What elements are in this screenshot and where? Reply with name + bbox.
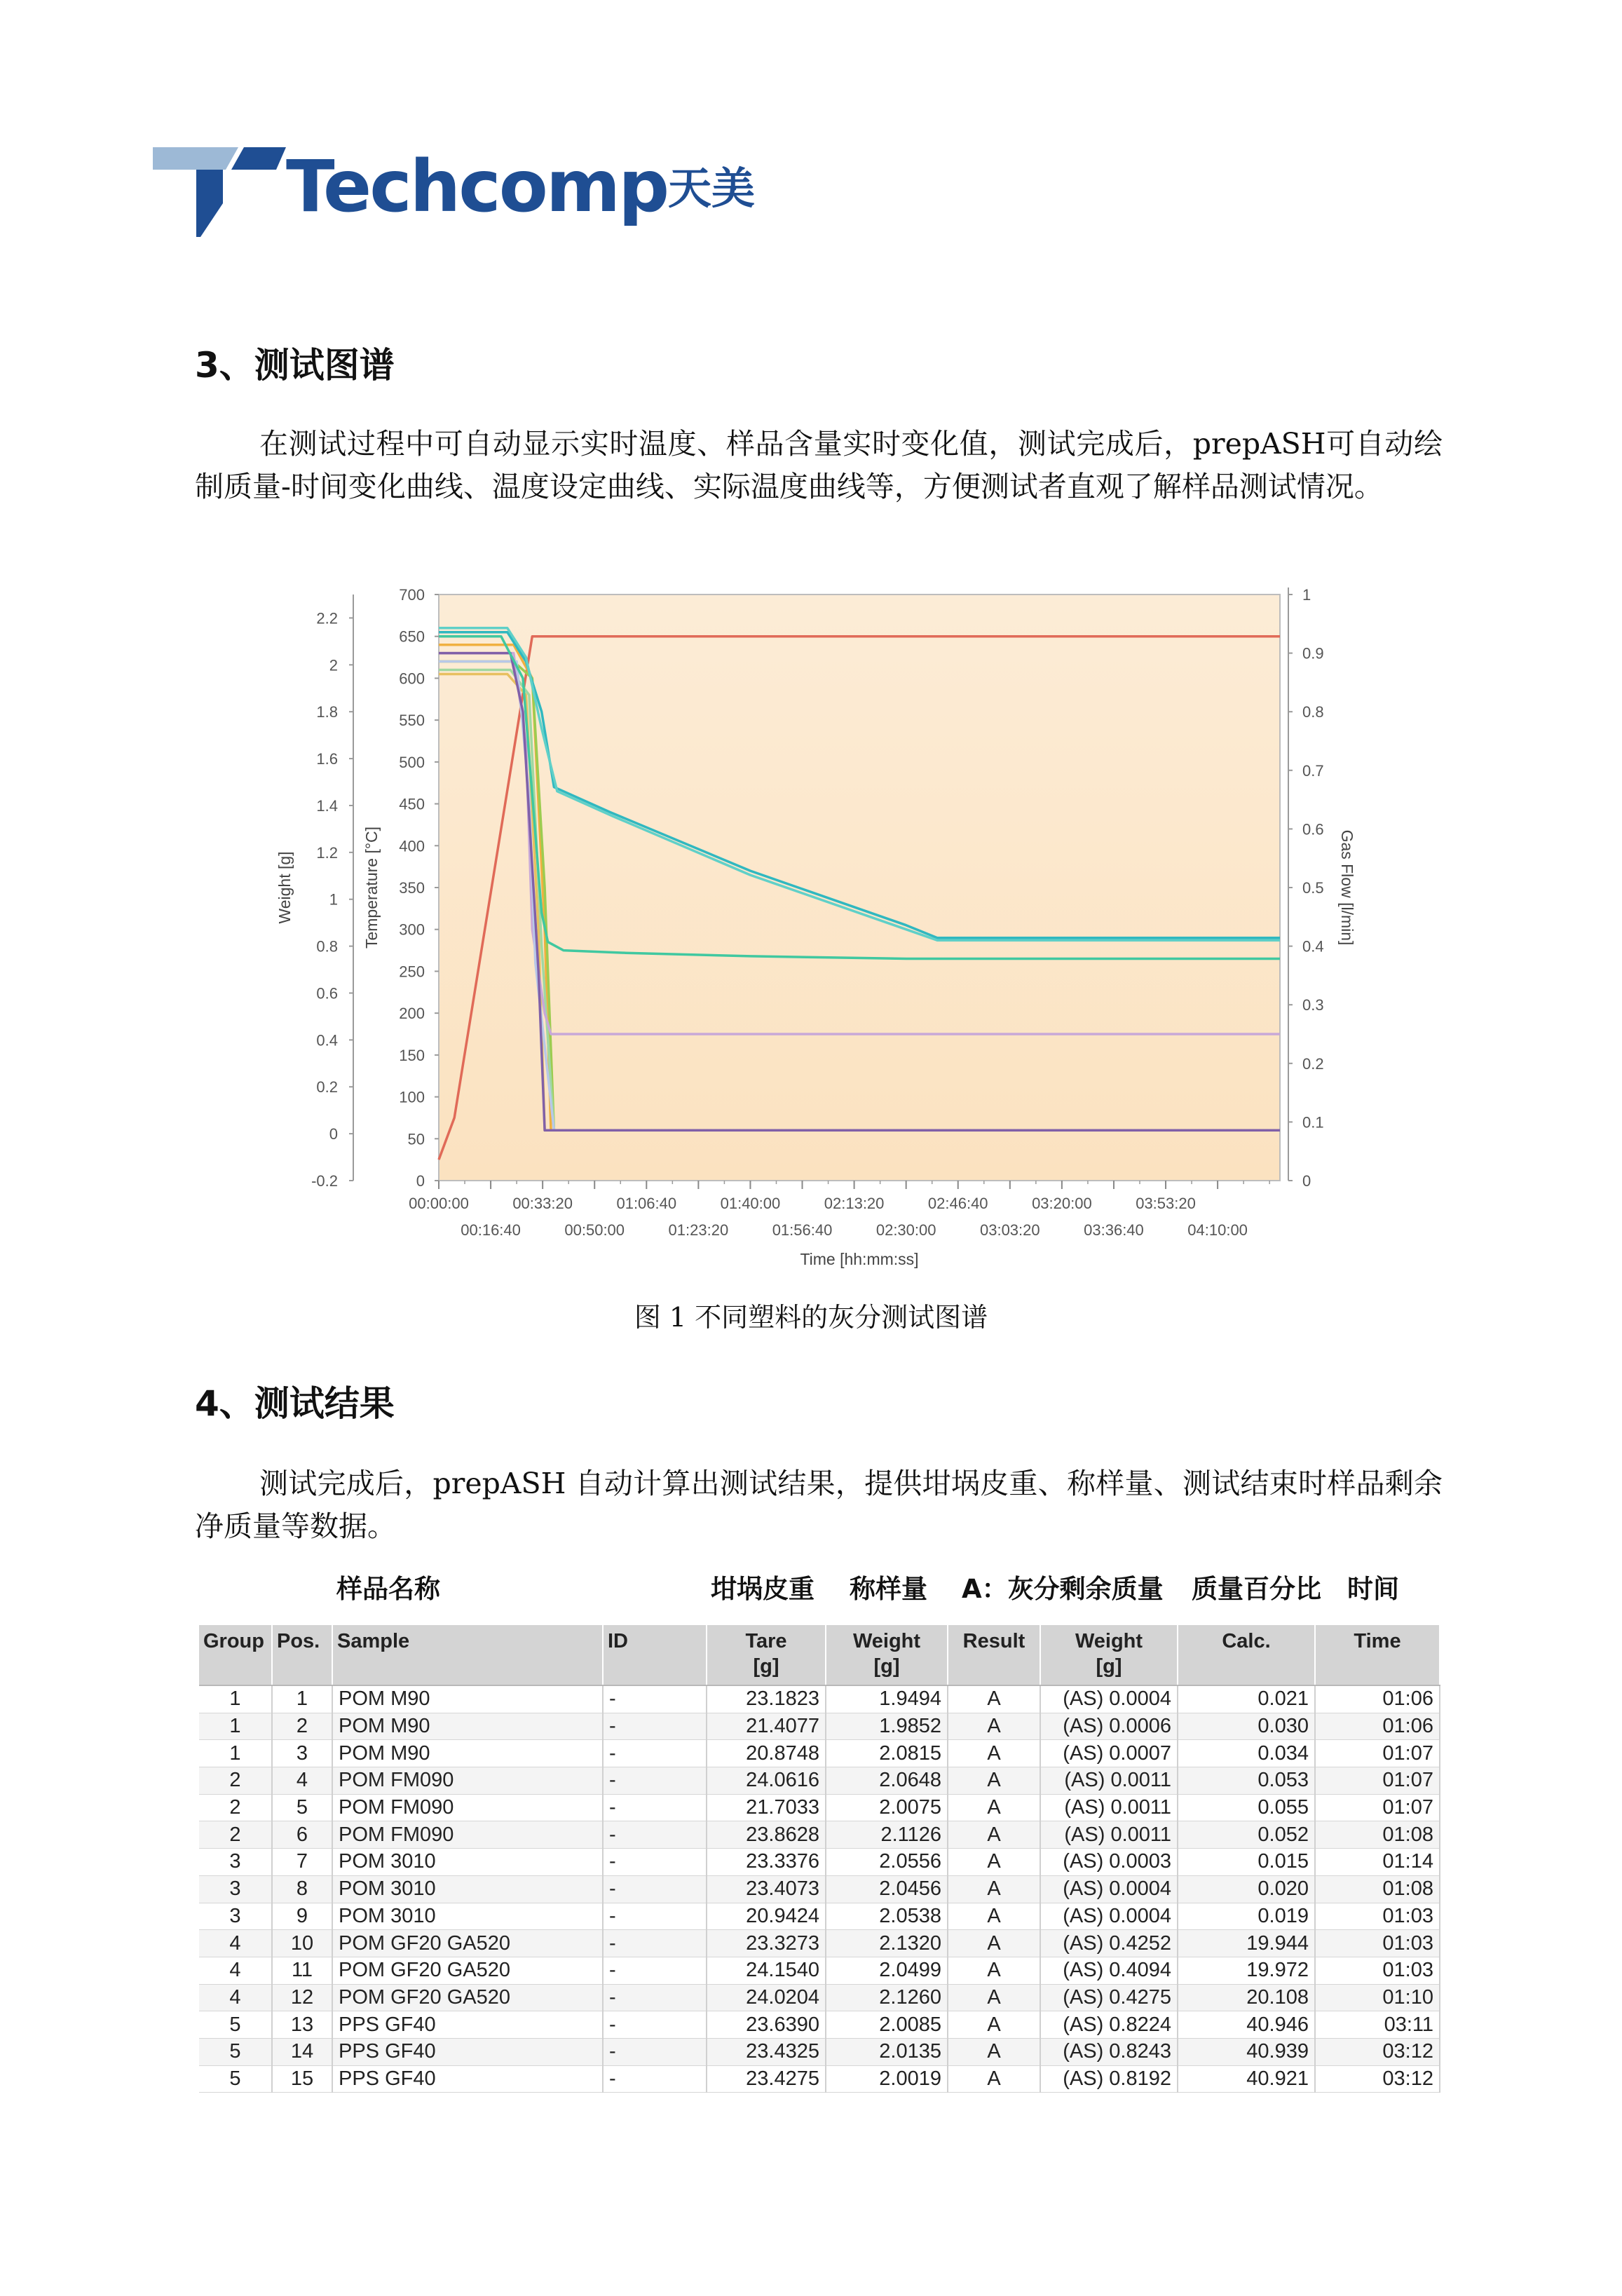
cell-ash-weight: (AS) 0.4094 (1040, 1957, 1178, 1984)
cell-time: 03:12 (1315, 2038, 1440, 2065)
weight-tick-label: 1.6 (316, 750, 338, 768)
cell-result: A (948, 1849, 1040, 1876)
col-time: Time (1315, 1625, 1440, 1685)
cell-id: - (603, 1957, 707, 1984)
section-4-heading: 4、测试结果 (195, 1383, 395, 1424)
table-row (199, 1685, 1440, 1713)
cell-tare: 23.1823 (707, 1685, 826, 1713)
cell-group: 1 (199, 1740, 272, 1767)
x-tick-label: 01:06:40 (616, 1195, 677, 1212)
cell-result: A (948, 1685, 1040, 1713)
cell-id: - (603, 1930, 707, 1957)
temperature-tick-label: 250 (399, 963, 425, 981)
weight-axis-label: Weight [g] (275, 851, 294, 924)
label-mass-percent: 质量百分比 (1192, 1574, 1321, 1604)
cell-sample: POM M90 (332, 1685, 603, 1713)
x-tick-label: 01:56:40 (772, 1221, 833, 1239)
cell-sample: PPS GF40 (332, 2011, 603, 2039)
temperature-tick-label: 150 (399, 1046, 425, 1064)
cell-id: - (603, 1903, 707, 1930)
cell-weight: 2.0538 (826, 1903, 948, 1930)
table-row (199, 1821, 1440, 1849)
x-tick-label: 02:13:20 (824, 1195, 885, 1212)
cell-tare: 23.4073 (707, 1875, 826, 1903)
cell-weight: 1.9852 (826, 1713, 948, 1740)
cell-ash-weight: (AS) 0.8192 (1040, 2065, 1178, 2093)
cell-pos: 9 (272, 1903, 332, 1930)
temperature-tick-label: 0 (416, 1172, 425, 1190)
cell-result: A (948, 1794, 1040, 1821)
cell-calc: 20.108 (1178, 1984, 1315, 2011)
temperature-tick-label: 100 (399, 1088, 425, 1106)
col-result: Result (948, 1625, 1040, 1685)
cell-sample: POM GF20 GA520 (332, 1984, 603, 2011)
cell-sample: POM GF20 GA520 (332, 1957, 603, 1984)
cell-result: A (948, 1740, 1040, 1767)
cell-pos: 13 (272, 2011, 332, 2039)
cell-weight: 2.1320 (826, 1930, 948, 1957)
cell-calc: 0.030 (1178, 1713, 1315, 1740)
cell-tare: 23.6390 (707, 2011, 826, 2039)
section-3-paragraph: 在测试过程中可自动显示实时温度、样品含量实时变化值，测试完成后，prepASH可自动绘制质量-时间变化曲线、温度设定曲线、实际温度曲线等，方便测试者直观了解样品测试情况。 (195, 427, 1443, 503)
cell-calc: 0.019 (1178, 1903, 1315, 1930)
col-ash-weight: Weight [g] (1040, 1625, 1178, 1685)
cell-id: - (603, 1740, 707, 1767)
cell-time: 01:10 (1315, 1984, 1440, 2011)
temperature-tick-label: 350 (399, 879, 425, 897)
cell-weight: 1.9494 (826, 1685, 948, 1713)
cell-time: 01:08 (1315, 1821, 1440, 1849)
cell-tare: 24.1540 (707, 1957, 826, 1984)
temperature-tick-label: 550 (399, 712, 425, 730)
temperature-tick-label: 50 (407, 1130, 425, 1148)
cell-calc: 0.034 (1178, 1740, 1315, 1767)
logo-chinese-name: 天美 (668, 163, 756, 214)
cell-group: 4 (199, 1930, 272, 1957)
x-axis-label: Time [hh:mm:ss] (800, 1250, 919, 1268)
x-tick-label: 03:03:20 (979, 1221, 1040, 1239)
cell-ash-weight: (AS) 0.0011 (1040, 1794, 1178, 1821)
x-tick-label: 04:10:00 (1187, 1221, 1248, 1239)
gas-flow-tick-label: 0.9 (1302, 644, 1324, 663)
cell-id: - (603, 1849, 707, 1876)
cell-time: 01:03 (1315, 1903, 1440, 1930)
cell-tare: 23.3376 (707, 1849, 826, 1876)
cell-sample: POM 3010 (332, 1875, 603, 1903)
cell-pos: 7 (272, 1849, 332, 1876)
cell-calc: 0.055 (1178, 1794, 1315, 1821)
weight-tick-label: 0.2 (316, 1078, 338, 1096)
cell-pos: 5 (272, 1794, 332, 1821)
weight-tick-label: 1 (329, 890, 338, 909)
cell-tare: 20.9424 (707, 1903, 826, 1930)
cell-weight: 2.0075 (826, 1794, 948, 1821)
weight-tick-label: 1.4 (316, 796, 338, 815)
cell-result: A (948, 2011, 1040, 2039)
table-row (199, 1740, 1440, 1767)
table-row (199, 1930, 1440, 1957)
cell-sample: POM FM090 (332, 1821, 603, 1849)
section-3-heading: 3、测试图谱 (195, 345, 395, 386)
results-table (199, 1625, 1440, 2093)
cell-time: 01:03 (1315, 1957, 1440, 1984)
cell-time: 01:07 (1315, 1794, 1440, 1821)
cell-ash-weight: (AS) 0.0003 (1040, 1849, 1178, 1876)
cell-group: 4 (199, 1984, 272, 2011)
cell-pos: 12 (272, 1984, 332, 2011)
x-tick-label: 00:50:00 (564, 1221, 625, 1239)
weight-tick-label: 1.2 (316, 843, 338, 862)
cell-id: - (603, 1794, 707, 1821)
x-tick-label: 01:40:00 (720, 1195, 781, 1212)
cell-ash-weight: (AS) 0.0004 (1040, 1903, 1178, 1930)
cell-sample: POM 3010 (332, 1903, 603, 1930)
label-ash-residue: A：灰分剩余质量 (962, 1574, 1164, 1604)
cell-time: 03:12 (1315, 2065, 1440, 2093)
cell-pos: 11 (272, 1957, 332, 1984)
cell-weight: 2.0648 (826, 1767, 948, 1795)
x-tick-label: 02:46:40 (927, 1195, 988, 1212)
temperature-tick-label: 300 (399, 921, 425, 939)
x-tick-label: 03:20:00 (1032, 1195, 1092, 1212)
table-row (199, 1875, 1440, 1903)
cell-result: A (948, 1875, 1040, 1903)
cell-id: - (603, 1685, 707, 1713)
cell-ash-weight: (AS) 0.0011 (1040, 1821, 1178, 1849)
cell-calc: 0.020 (1178, 1875, 1315, 1903)
gas-flow-axis-label: Gas Flow [l/min] (1338, 829, 1356, 946)
cell-ash-weight: (AS) 0.0011 (1040, 1767, 1178, 1795)
label-time: 时间 (1347, 1574, 1399, 1604)
cell-group: 3 (199, 1903, 272, 1930)
x-tick-label: 03:53:20 (1136, 1195, 1196, 1212)
cell-tare: 23.4325 (707, 2038, 826, 2065)
cell-sample: POM GF20 GA520 (332, 1930, 603, 1957)
table-chinese-labels (0, 1576, 1622, 1615)
table-row (199, 2038, 1440, 2065)
gas-flow-tick-label: 0 (1302, 1172, 1311, 1190)
cell-pos: 1 (272, 1685, 332, 1713)
cell-calc: 0.015 (1178, 1849, 1315, 1876)
cell-group: 3 (199, 1875, 272, 1903)
table-row (199, 1849, 1440, 1876)
cell-time: 03:11 (1315, 2011, 1440, 2039)
cell-pos: 3 (272, 1740, 332, 1767)
weight-tick-label: 0 (329, 1125, 338, 1143)
table-row (199, 1984, 1440, 2011)
cell-time: 01:08 (1315, 1875, 1440, 1903)
cell-result: A (948, 1713, 1040, 1740)
gas-flow-tick-label: 0.3 (1302, 996, 1324, 1014)
weight-tick-label: 2.2 (316, 609, 338, 627)
temperature-axis-label: Temperature [°C] (362, 826, 381, 949)
cell-id: - (603, 1875, 707, 1903)
x-tick-label: 03:36:40 (1084, 1221, 1144, 1239)
cell-weight: 2.0019 (826, 2065, 948, 2093)
cell-group: 4 (199, 1957, 272, 1984)
cell-time: 01:03 (1315, 1930, 1440, 1957)
cell-weight: 2.0815 (826, 1740, 948, 1767)
cell-group: 5 (199, 2011, 272, 2039)
col-sample: Sample (332, 1625, 603, 1685)
cell-pos: 10 (272, 1930, 332, 1957)
cell-result: A (948, 1957, 1040, 1984)
cell-result: A (948, 1930, 1040, 1957)
cell-ash-weight: (AS) 0.8224 (1040, 2011, 1178, 2039)
cell-calc: 0.053 (1178, 1767, 1315, 1795)
cell-sample: PPS GF40 (332, 2038, 603, 2065)
cell-weight: 2.0085 (826, 2011, 948, 2039)
cell-sample: POM FM090 (332, 1794, 603, 1821)
weight-tick-label: 1.8 (316, 703, 338, 721)
table-body (199, 1685, 1440, 2093)
x-tick-label: 00:33:20 (512, 1195, 573, 1212)
cell-calc: 19.944 (1178, 1930, 1315, 1957)
logo-text: Techcomp (286, 145, 668, 229)
cell-time: 01:06 (1315, 1685, 1440, 1713)
cell-result: A (948, 2065, 1040, 2093)
cell-group: 3 (199, 1849, 272, 1876)
cell-weight: 2.1260 (826, 1984, 948, 2011)
cell-ash-weight: (AS) 0.0004 (1040, 1875, 1178, 1903)
cell-sample: POM M90 (332, 1740, 603, 1767)
techcomp-logo (153, 147, 770, 245)
table-header-row (199, 1625, 1440, 1685)
cell-calc: 0.052 (1178, 1821, 1315, 1849)
cell-calc: 19.972 (1178, 1957, 1315, 1984)
cell-tare: 24.0204 (707, 1984, 826, 2011)
cell-weight: 2.0556 (826, 1849, 948, 1876)
cell-id: - (603, 2038, 707, 2065)
cell-time: 01:06 (1315, 1713, 1440, 1740)
col-pos: Pos. (272, 1625, 332, 1685)
cell-pos: 14 (272, 2038, 332, 2065)
cell-id: - (603, 2065, 707, 2093)
weight-tick-label: 0.8 (316, 937, 338, 956)
gas-flow-tick-label: 0.7 (1302, 761, 1324, 780)
weight-tick-label: -0.2 (311, 1172, 338, 1190)
cell-calc: 40.939 (1178, 2038, 1315, 2065)
cell-calc: 40.946 (1178, 2011, 1315, 2039)
cell-group: 2 (199, 1794, 272, 1821)
cell-group: 5 (199, 2038, 272, 2065)
col-group: Group (199, 1625, 272, 1685)
col-calc: Calc. (1178, 1625, 1315, 1685)
cell-id: - (603, 2011, 707, 2039)
temperature-tick-label: 650 (399, 627, 425, 646)
cell-ash-weight: (AS) 0.8243 (1040, 2038, 1178, 2065)
cell-id: - (603, 1767, 707, 1795)
cell-tare: 23.3273 (707, 1930, 826, 1957)
cell-weight: 2.0135 (826, 2038, 948, 2065)
cell-group: 1 (199, 1713, 272, 1740)
cell-tare: 23.8628 (707, 1821, 826, 1849)
cell-calc: 40.921 (1178, 2065, 1315, 2093)
cell-ash-weight: (AS) 0.4252 (1040, 1930, 1178, 1957)
table-row (199, 1713, 1440, 1740)
weight-tick-label: 0.6 (316, 984, 338, 1003)
gas-flow-tick-label: 0.5 (1302, 879, 1324, 897)
cell-time: 01:14 (1315, 1849, 1440, 1876)
techcomp-logo-mark (153, 147, 286, 238)
temperature-tick-label: 500 (399, 753, 425, 771)
cell-group: 2 (199, 1821, 272, 1849)
weight-tick-label: 0.4 (316, 1031, 338, 1049)
cell-group: 5 (199, 2065, 272, 2093)
chart-plot-area (439, 595, 1280, 1181)
x-tick-label: 01:23:20 (668, 1221, 729, 1239)
label-sample-name: 样品名称 (336, 1574, 440, 1604)
gas-flow-tick-label: 0.2 (1302, 1054, 1324, 1073)
cell-weight: 2.1126 (826, 1821, 948, 1849)
gas-flow-tick-label: 0.8 (1302, 703, 1324, 721)
cell-tare: 21.4077 (707, 1713, 826, 1740)
gas-flow-tick-label: 0.6 (1302, 820, 1324, 838)
cell-ash-weight: (AS) 0.4275 (1040, 1984, 1178, 2011)
temperature-tick-label: 600 (399, 670, 425, 688)
cell-id: - (603, 1984, 707, 2011)
temperature-tick-label: 700 (399, 586, 425, 604)
cell-tare: 23.4275 (707, 2065, 826, 2093)
cell-sample: POM M90 (332, 1713, 603, 1740)
cell-id: - (603, 1821, 707, 1849)
label-crucible-tare: 坩埚皮重 (711, 1574, 815, 1604)
cell-result: A (948, 1767, 1040, 1795)
table-row (199, 1903, 1440, 1930)
cell-pos: 15 (272, 2065, 332, 2093)
temperature-tick-label: 400 (399, 837, 425, 855)
table-row (199, 2011, 1440, 2039)
cell-time: 01:07 (1315, 1740, 1440, 1767)
cell-result: A (948, 1821, 1040, 1849)
cell-weight: 2.0499 (826, 1957, 948, 1984)
cell-pos: 4 (272, 1767, 332, 1795)
cell-tare: 21.7033 (707, 1794, 826, 1821)
cell-sample: PPS GF40 (332, 2065, 603, 2093)
weight-tick-label: 2 (329, 656, 338, 674)
cell-id: - (603, 1713, 707, 1740)
temperature-tick-label: 450 (399, 795, 425, 813)
cell-pos: 2 (272, 1713, 332, 1740)
cell-tare: 24.0616 (707, 1767, 826, 1795)
table-row (199, 1794, 1440, 1821)
cell-tare: 20.8748 (707, 1740, 826, 1767)
cell-sample: POM 3010 (332, 1849, 603, 1876)
cell-ash-weight: (AS) 0.0006 (1040, 1713, 1178, 1740)
col-id: ID (603, 1625, 707, 1685)
cell-sample: POM FM090 (332, 1767, 603, 1795)
cell-weight: 2.0456 (826, 1875, 948, 1903)
section-4-paragraph: 测试完成后，prepASH 自动计算出测试结果，提供坩埚皮重、称样量、测试结束时样品剩余净质量等数据。 (195, 1467, 1443, 1543)
cell-ash-weight: (AS) 0.0004 (1040, 1685, 1178, 1713)
table-row (199, 2065, 1440, 2093)
label-sample-weight: 称样量 (850, 1574, 927, 1604)
ash-test-chart (265, 576, 1374, 1277)
table-row (199, 1957, 1440, 1984)
cell-result: A (948, 1903, 1040, 1930)
cell-group: 2 (199, 1767, 272, 1795)
cell-pos: 6 (272, 1821, 332, 1849)
col-tare: Tare [g] (707, 1625, 826, 1685)
cell-time: 01:07 (1315, 1767, 1440, 1795)
x-tick-label: 02:30:00 (875, 1221, 936, 1239)
x-tick-label: 00:00:00 (409, 1195, 469, 1212)
cell-result: A (948, 1984, 1040, 2011)
temperature-tick-label: 200 (399, 1005, 425, 1023)
cell-ash-weight: (AS) 0.0007 (1040, 1740, 1178, 1767)
figure-caption: 图 1 不同塑料的灰分测试图谱 (634, 1302, 988, 1333)
cell-calc: 0.021 (1178, 1685, 1315, 1713)
col-weight: Weight [g] (826, 1625, 948, 1685)
x-tick-label: 00:16:40 (461, 1221, 521, 1239)
gas-flow-tick-label: 1 (1302, 586, 1311, 604)
cell-result: A (948, 2038, 1040, 2065)
gas-flow-tick-label: 0.4 (1302, 937, 1324, 956)
cell-group: 1 (199, 1685, 272, 1713)
table-row (199, 1767, 1440, 1795)
gas-flow-tick-label: 0.1 (1302, 1113, 1324, 1132)
cell-pos: 8 (272, 1875, 332, 1903)
chart-svg (265, 576, 1374, 1277)
